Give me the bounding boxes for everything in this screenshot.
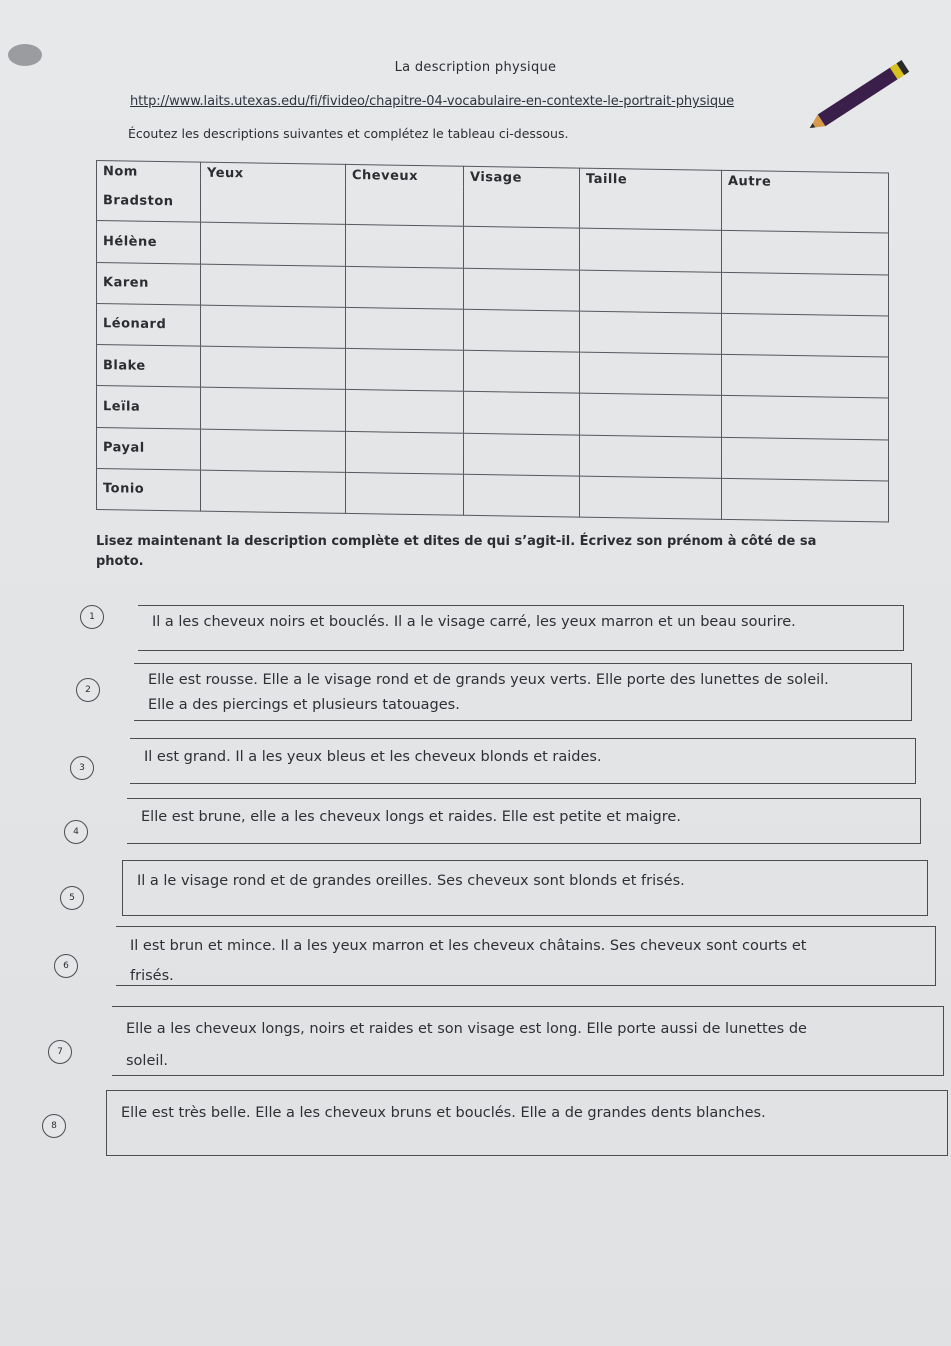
table-cell[interactable] bbox=[464, 268, 580, 311]
sentence-box[interactable] bbox=[138, 605, 904, 651]
number-badge: 5 bbox=[60, 886, 84, 910]
row-name: Leïla bbox=[97, 386, 201, 429]
sentence-box[interactable] bbox=[106, 1090, 948, 1156]
table-cell[interactable] bbox=[346, 225, 464, 268]
table-cell[interactable] bbox=[201, 223, 346, 266]
listening-instruction: Écoutez les descriptions suivantes et complétez le tableau ci-dessous. bbox=[128, 126, 569, 141]
pencil-icon bbox=[808, 52, 920, 136]
table-cell[interactable] bbox=[580, 352, 722, 395]
table-cell[interactable] bbox=[722, 354, 889, 398]
sentence-line: Il est brun et mince. Il a les yeux marron et les cheveux châtains. Ses cheveux sont courts et bbox=[130, 938, 807, 954]
table-cell[interactable] bbox=[580, 311, 722, 354]
sentence-line: frisés. bbox=[130, 968, 174, 984]
sentence-box[interactable] bbox=[130, 738, 916, 784]
table-cell[interactable] bbox=[346, 266, 464, 309]
table-cell[interactable] bbox=[464, 187, 580, 229]
table-cell[interactable] bbox=[346, 185, 464, 227]
page-title: La description physique bbox=[394, 60, 557, 75]
number-badge: 6 bbox=[54, 954, 78, 978]
sentence-line: Elle est brune, elle a les cheveux longs et raides. Elle est petite et maigre. bbox=[141, 809, 681, 825]
table-cell[interactable] bbox=[580, 270, 722, 313]
table-cell[interactable] bbox=[580, 476, 722, 519]
table-cell[interactable] bbox=[464, 474, 580, 517]
table-cell[interactable] bbox=[464, 392, 580, 435]
row-name: Payal bbox=[97, 427, 201, 470]
header-cheveux: Cheveux bbox=[346, 164, 464, 186]
sentence-box[interactable] bbox=[134, 663, 912, 721]
sentence-line: Il a les cheveux noirs et bouclés. Il a le visage carré, les yeux marron et un beau sourire. bbox=[152, 614, 796, 630]
table-cell[interactable] bbox=[346, 431, 464, 474]
table-cell[interactable] bbox=[346, 472, 464, 515]
sentence-line: Il est grand. Il a les yeux bleus et les cheveux blonds et raides. bbox=[144, 749, 602, 765]
number-badge: 7 bbox=[48, 1040, 72, 1064]
table-cell[interactable] bbox=[580, 393, 722, 436]
table-cell[interactable] bbox=[201, 305, 346, 348]
description-table bbox=[96, 160, 889, 522]
row-name: Hélène bbox=[97, 221, 201, 264]
table-cell[interactable] bbox=[722, 272, 889, 316]
table-cell[interactable] bbox=[722, 437, 889, 481]
table-cell[interactable] bbox=[201, 264, 346, 307]
row-name: Tonio bbox=[97, 468, 201, 511]
table-cell[interactable] bbox=[722, 191, 889, 234]
table-cell[interactable] bbox=[201, 470, 346, 514]
table-cell[interactable] bbox=[722, 478, 889, 522]
table-cell[interactable] bbox=[722, 231, 889, 275]
sentence-box[interactable] bbox=[127, 798, 921, 844]
number-badge: 8 bbox=[42, 1114, 66, 1138]
table-cell[interactable] bbox=[722, 313, 889, 357]
table-cell[interactable] bbox=[464, 227, 580, 270]
reading-instruction: Lisez maintenant la description complète et dites de qui s’agit-il. Écrivez son prénom à côté de sa photo. bbox=[96, 534, 817, 569]
sentence-line: Elle est très belle. Elle a les cheveux bruns et bouclés. Elle a de grandes dents blanches. bbox=[121, 1105, 766, 1121]
table-cell[interactable] bbox=[201, 183, 346, 225]
row-name: Karen bbox=[97, 262, 201, 305]
video-link[interactable]: http://www.laits.utexas.edu/fi/fivideo/chapitre-04-vocabulaire-en-contexte-le-portrait-physique bbox=[130, 94, 735, 109]
row-name: Blake bbox=[97, 345, 201, 388]
sentence-line: Elle a des piercings et plusieurs tatouages. bbox=[148, 697, 460, 713]
table-cell[interactable] bbox=[464, 433, 580, 476]
sentence-line: Elle est rousse. Elle a le visage rond et de grands yeux verts. Elle porte des lunettes de soleil. bbox=[148, 672, 829, 688]
table-cell[interactable] bbox=[201, 429, 346, 472]
row-name: Léonard bbox=[97, 303, 201, 346]
number-badge: 4 bbox=[64, 820, 88, 844]
header-nom: Nom bbox=[97, 161, 201, 183]
table-cell[interactable] bbox=[346, 390, 464, 433]
sentence-line: soleil. bbox=[126, 1053, 169, 1069]
table-cell[interactable] bbox=[346, 307, 464, 350]
header-autre: Autre bbox=[722, 170, 889, 193]
table-cell[interactable] bbox=[346, 348, 464, 391]
table-cell[interactable] bbox=[201, 387, 346, 430]
table-cell[interactable] bbox=[464, 309, 580, 352]
sentence-box[interactable] bbox=[122, 860, 928, 916]
sentence-line: Il a le visage rond et de grandes oreilles. Ses cheveux sont blonds et frisés. bbox=[137, 873, 685, 889]
table-cell[interactable] bbox=[201, 346, 346, 389]
sentence-box[interactable] bbox=[116, 926, 936, 986]
header-taille: Taille bbox=[580, 168, 722, 191]
table-cell[interactable] bbox=[722, 396, 889, 440]
number-badge: 1 bbox=[80, 605, 104, 629]
number-badge: 3 bbox=[70, 756, 94, 780]
header-visage: Visage bbox=[464, 166, 580, 188]
table-cell[interactable] bbox=[464, 350, 580, 393]
sentence-box[interactable] bbox=[112, 1006, 944, 1076]
sentence-line: Elle a les cheveux longs, noirs et raides et son visage est long. Elle porte aussi de lunettes de bbox=[126, 1021, 807, 1037]
header-yeux: Yeux bbox=[201, 162, 346, 185]
number-badge: 2 bbox=[76, 678, 100, 702]
table-cell[interactable] bbox=[580, 435, 722, 478]
table-cell[interactable] bbox=[580, 229, 722, 272]
row-name: Bradston bbox=[97, 181, 201, 223]
table-cell[interactable] bbox=[580, 189, 722, 231]
